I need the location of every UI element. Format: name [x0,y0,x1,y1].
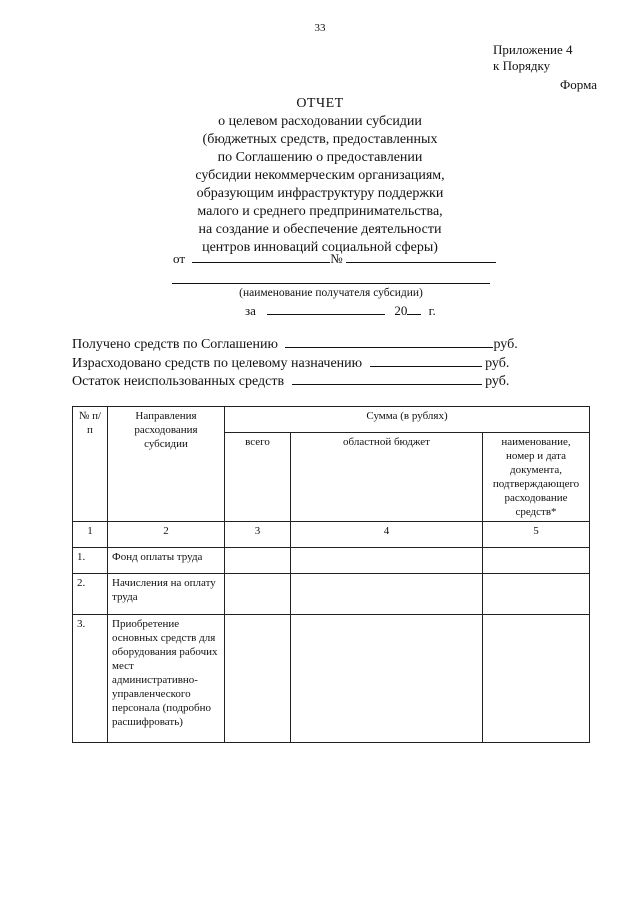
currency-label: руб. [485,356,510,371]
year-blank[interactable] [407,302,421,315]
funds-received-row [72,335,518,353]
column-number: 2 [108,522,225,548]
title-line: центров инноваций социальной сферы) [202,240,438,255]
column-number: 4 [291,522,483,548]
funds-remaining-label: Остаток неиспользованных средств [72,374,285,389]
row-num: 3. [73,615,108,743]
header-num: № п/п [73,407,108,522]
title-line: о целевом расходовании субсидии [218,114,422,129]
row-num: 1. [73,548,108,574]
row-total-cell[interactable] [225,574,291,615]
row-document-cell[interactable] [483,574,590,615]
row-regional-cell[interactable] [291,615,483,743]
funds-remaining-row [72,372,509,390]
date-label: от [173,251,186,266]
funds-received-label: Получено средств по Соглашению [72,337,278,352]
title-line: образующим инфраструктуру поддержки [196,186,444,201]
table-header-row [73,407,590,433]
row-direction: Приобретение основных средств для оборудования рабочих мест административно-управленческого персонала (подробно расшифровать) [108,615,225,743]
title-line: малого и среднего предпринимательства, [197,204,443,219]
table-row [73,574,590,615]
period-label: за [245,303,256,318]
page-number: 33 [314,22,326,34]
column-number: 5 [483,522,590,548]
row-total-cell[interactable] [225,615,291,743]
period-blank[interactable] [267,302,385,315]
period-line [245,302,436,319]
column-number-row [73,522,590,548]
appendix-number: Приложение 4 [493,42,573,57]
header-regional-budget: областной бюджет [291,433,483,522]
title-line: по Соглашению о предоставлении [217,150,423,165]
currency-label: руб. [485,374,510,389]
funds-remaining-blank[interactable] [292,372,482,385]
row-document-cell[interactable] [483,615,590,743]
appendix-header [493,42,573,74]
number-blank[interactable] [346,250,496,263]
title-line: субсидии некоммерческим организациям, [195,168,445,183]
report-table [72,406,590,743]
funds-received-blank[interactable] [285,335,493,348]
appendix-reference: к Порядку [493,58,551,73]
date-number-line [173,250,496,267]
row-direction: Начисления на оплату труда [108,574,225,615]
year-prefix: 20 [394,303,408,318]
column-number: 1 [73,522,108,548]
date-blank[interactable] [192,250,330,263]
funds-spent-label: Израсходовано средств по целевому назначению [72,356,363,371]
form-label: Форма [560,77,597,92]
recipient-caption: (наименование получателя субсидии) [239,287,423,299]
header-sum: Сумма (в рублях) [225,407,590,433]
funds-spent-blank[interactable] [370,354,482,367]
report-title [120,95,520,257]
row-direction: Фонд оплаты труда [108,548,225,574]
number-label: № [330,251,343,266]
year-suffix: г. [428,303,436,318]
currency-label: руб. [493,337,518,352]
recipient-blank[interactable] [172,283,490,284]
row-num: 2. [73,574,108,615]
row-document-cell[interactable] [483,548,590,574]
column-number: 3 [225,522,291,548]
title-line: на создание и обеспечение деятельности [198,222,442,237]
header-direction: Направления расходования субсидии [108,407,225,522]
table-row [73,548,590,574]
header-document: наименование, номер и дата документа, подтверждающего расходование средств* [483,433,590,522]
row-regional-cell[interactable] [291,548,483,574]
funds-spent-row [72,354,509,372]
row-total-cell[interactable] [225,548,291,574]
report-heading: ОТЧЕТ [296,96,344,111]
title-line: (бюджетных средств, предоставленных [202,132,438,147]
header-total: всего [225,433,291,522]
table-row [73,615,590,743]
row-regional-cell[interactable] [291,574,483,615]
